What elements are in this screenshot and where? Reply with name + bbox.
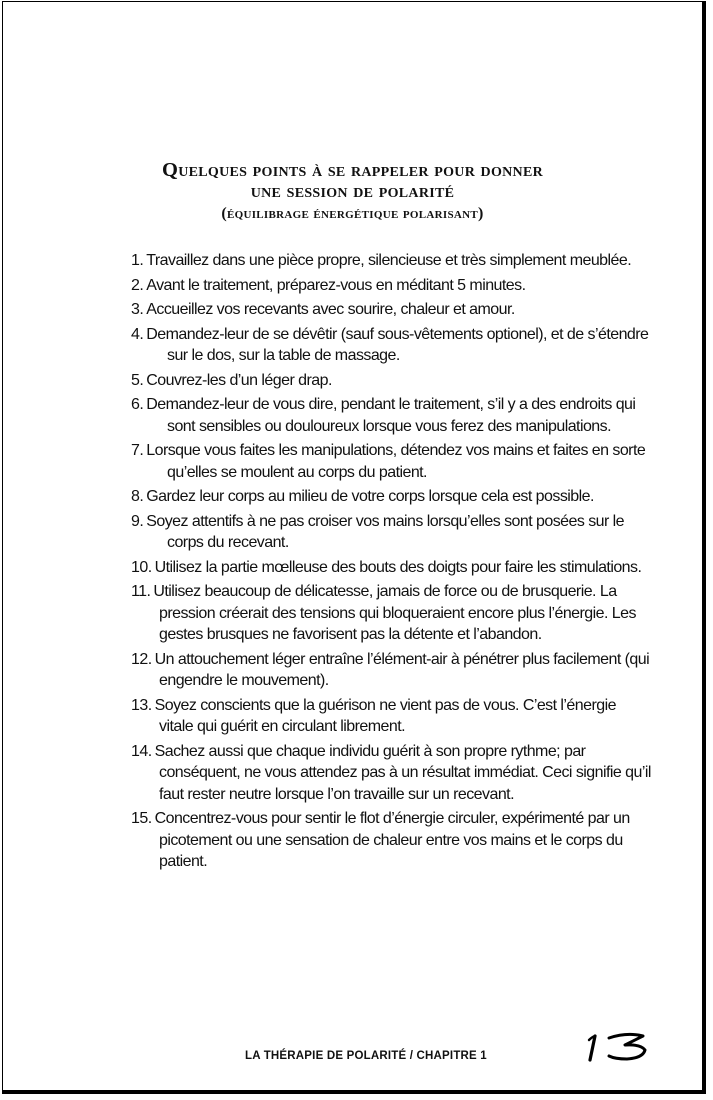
list-item: [131, 299, 651, 321]
item-number: 2.: [131, 276, 144, 294]
list-item: [131, 250, 651, 272]
title-line-1: Quelques points à se rappeler pour donner: [161, 159, 544, 181]
list-item: [131, 370, 651, 392]
list-item: [131, 649, 651, 692]
list-item: [131, 808, 651, 873]
item-text: Lorsque vous faites les manipulations, détendez vos mains et faites en sorte qu’elles se moulent au corps du patient.: [146, 442, 646, 481]
item-number: 10.: [131, 558, 152, 576]
list-item: [131, 486, 651, 508]
item-number: 9.: [131, 512, 144, 530]
item-number: 14.: [131, 742, 152, 760]
item-text: Travaillez dans une pièce propre, silencieuse et très simplement meublée.: [146, 252, 632, 269]
item-text: Sachez aussi que chaque individu guérit à son propre rythme; par conséquent, ne vous attendez pas à un résultat immédiat. Ceci signifie qu’il faut rester neutre lorsque l’on travaille sur un recevant.: [154, 742, 651, 803]
item-number: 6.: [131, 396, 144, 413]
item-text: Soyez attentifs à ne pas croiser vos mains lorsqu’elles sont posées sur le corps du recevant.: [146, 512, 625, 551]
list-item: [131, 324, 651, 367]
item-number: 3.: [131, 301, 144, 318]
item-number: 7.: [131, 442, 144, 459]
list-item: [131, 581, 651, 646]
item-text: Utilisez beaucoup de délicatesse, jamais de force ou de brusquerie. La pression créerait des tensions qui bloqueraient encore plus l’énergie. Les gestes brusques ne favorisent pas la détente et l’abandon.: [153, 583, 636, 643]
page: [2, 1, 706, 1094]
item-text: Couvrez-les d’un léger drap.: [146, 371, 332, 389]
item-number: 4.: [131, 325, 144, 343]
title-line-2: une session de polarité: [250, 180, 455, 202]
list-item: [131, 511, 651, 554]
list-item: [131, 440, 651, 483]
item-number: 11.: [131, 583, 151, 600]
item-text: Soyez conscients que la guérison ne vient pas de vous. C’est l’énergie vitale qui guérit en circulant librement.: [154, 696, 616, 735]
item-text: Un attouchement léger entraîne l’élément-air à pénétrer plus facilement (qui engendre le mouvement).: [154, 650, 650, 689]
item-number: 8.: [131, 488, 144, 505]
handwritten-page-number: [581, 1026, 661, 1068]
item-number: 5.: [131, 371, 144, 389]
item-text: Gardez leur corps au milieu de votre corps lorsque cela est possible.: [146, 488, 594, 505]
item-number: 1.: [131, 252, 144, 269]
points-list: [131, 250, 651, 876]
item-text: Concentrez-vous pour sentir le flot d’énergie circuler, expérimenté par un picotement ou une sensation de chaleur entre vos mains et le corps du patient.: [154, 810, 630, 870]
list-item: [131, 394, 651, 437]
item-text: Utilisez la partie mœlleuse des bouts des doigts pour faire les stimulations.: [154, 558, 642, 576]
item-text: Demandez-leur de se dévêtir (sauf sous-vêtements optionel), et de s’étendre sur le dos, sur la table de massage.: [146, 325, 649, 364]
item-text: Avant le traitement, préparez-vous en méditant 5 minutes.: [146, 276, 526, 294]
item-number: 15.: [131, 810, 152, 827]
page-title: [3, 160, 702, 226]
item-number: 12.: [131, 650, 152, 668]
list-item: [131, 741, 651, 806]
item-number: 13.: [131, 696, 152, 714]
item-text: Accueillez vos recevants avec sourire, chaleur et amour.: [146, 301, 515, 318]
list-item: [131, 557, 651, 579]
item-text: Demandez-leur de vous dire, pendant le traitement, s’il y a des endroits qui sont sensibles ou douloureux lorsque vous ferez des manipulations.: [146, 396, 636, 435]
list-item: [131, 275, 651, 297]
running-footer: LA THÉRAPIE DE POLARITÉ / CHAPITRE 1: [245, 1050, 487, 1062]
title-subtitle: (équilibrage énergétique polarisant): [221, 205, 484, 222]
list-item: [131, 695, 651, 738]
